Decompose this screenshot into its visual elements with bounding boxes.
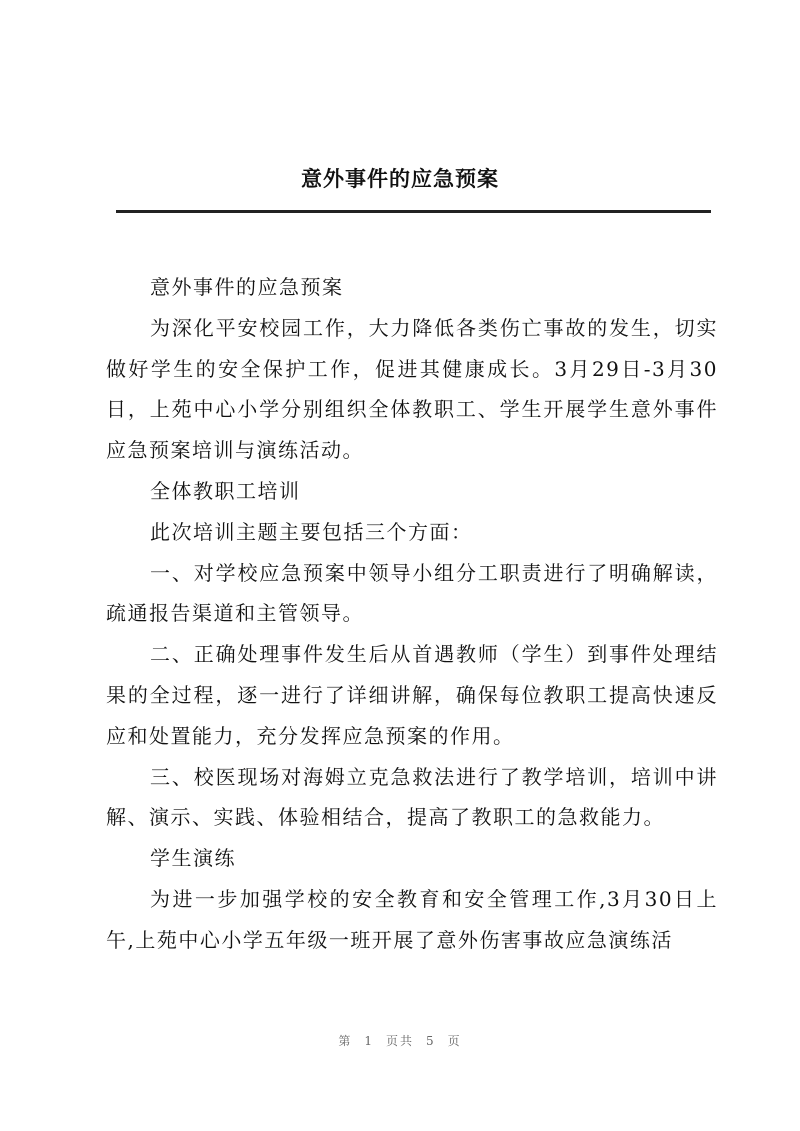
document-body <box>106 267 718 961</box>
footer-page-number: 1 <box>364 1034 374 1048</box>
paragraph-heading: 意外事件的应急预案 <box>150 275 344 299</box>
paragraph-item-two: 二、正确处理事件发生后从首遇教师（学生）到事件处理结果的全过程，逐一进行了详细讲解，确保每位教职工提高快速反应和处置能力，充分发挥应急预案的作用。 <box>106 642 718 748</box>
paragraph-item-one: 一、对学校应急预案中领导小组分工职责进行了明确解读，疏通报告渠道和主管领导。 <box>106 560 718 626</box>
section-heading-staff-training: 全体教职工培训 <box>150 478 301 503</box>
paragraph-drill: 为进一步加强学校的安全教育和安全管理工作,3月30日上午,上苑中心小学五年级一班开展了意外伤害事故应急演练活 <box>106 886 718 952</box>
paragraph-training-topics: 此次培训主题主要包括三个方面： <box>150 519 473 544</box>
title-divider <box>116 210 711 213</box>
page-footer <box>0 1032 800 1049</box>
section-heading-student-drill: 学生演练 <box>150 846 236 871</box>
footer-mid: 页共 <box>385 1034 414 1048</box>
footer-suffix: 页 <box>447 1034 462 1048</box>
document-title: 意外事件的应急预案 <box>301 167 499 191</box>
paragraph-intro: 为深化平安校园工作，大力降低各类伤亡事故的发生，切实做好学生的安全保护工作，促进其健康成长。3月29日-3月30日，上苑中心小学分别组织全体教职工、学生开展学生意外事件应急预案培训与演练活动。 <box>106 315 718 463</box>
paragraph-item-three: 三、校医现场对海姆立克急救法进行了教学培训，培训中讲解、演示、实践、体验相结合，提高了教职工的急救能力。 <box>106 764 718 830</box>
footer-total-pages: 5 <box>426 1034 436 1048</box>
footer-prefix: 第 <box>338 1034 353 1048</box>
